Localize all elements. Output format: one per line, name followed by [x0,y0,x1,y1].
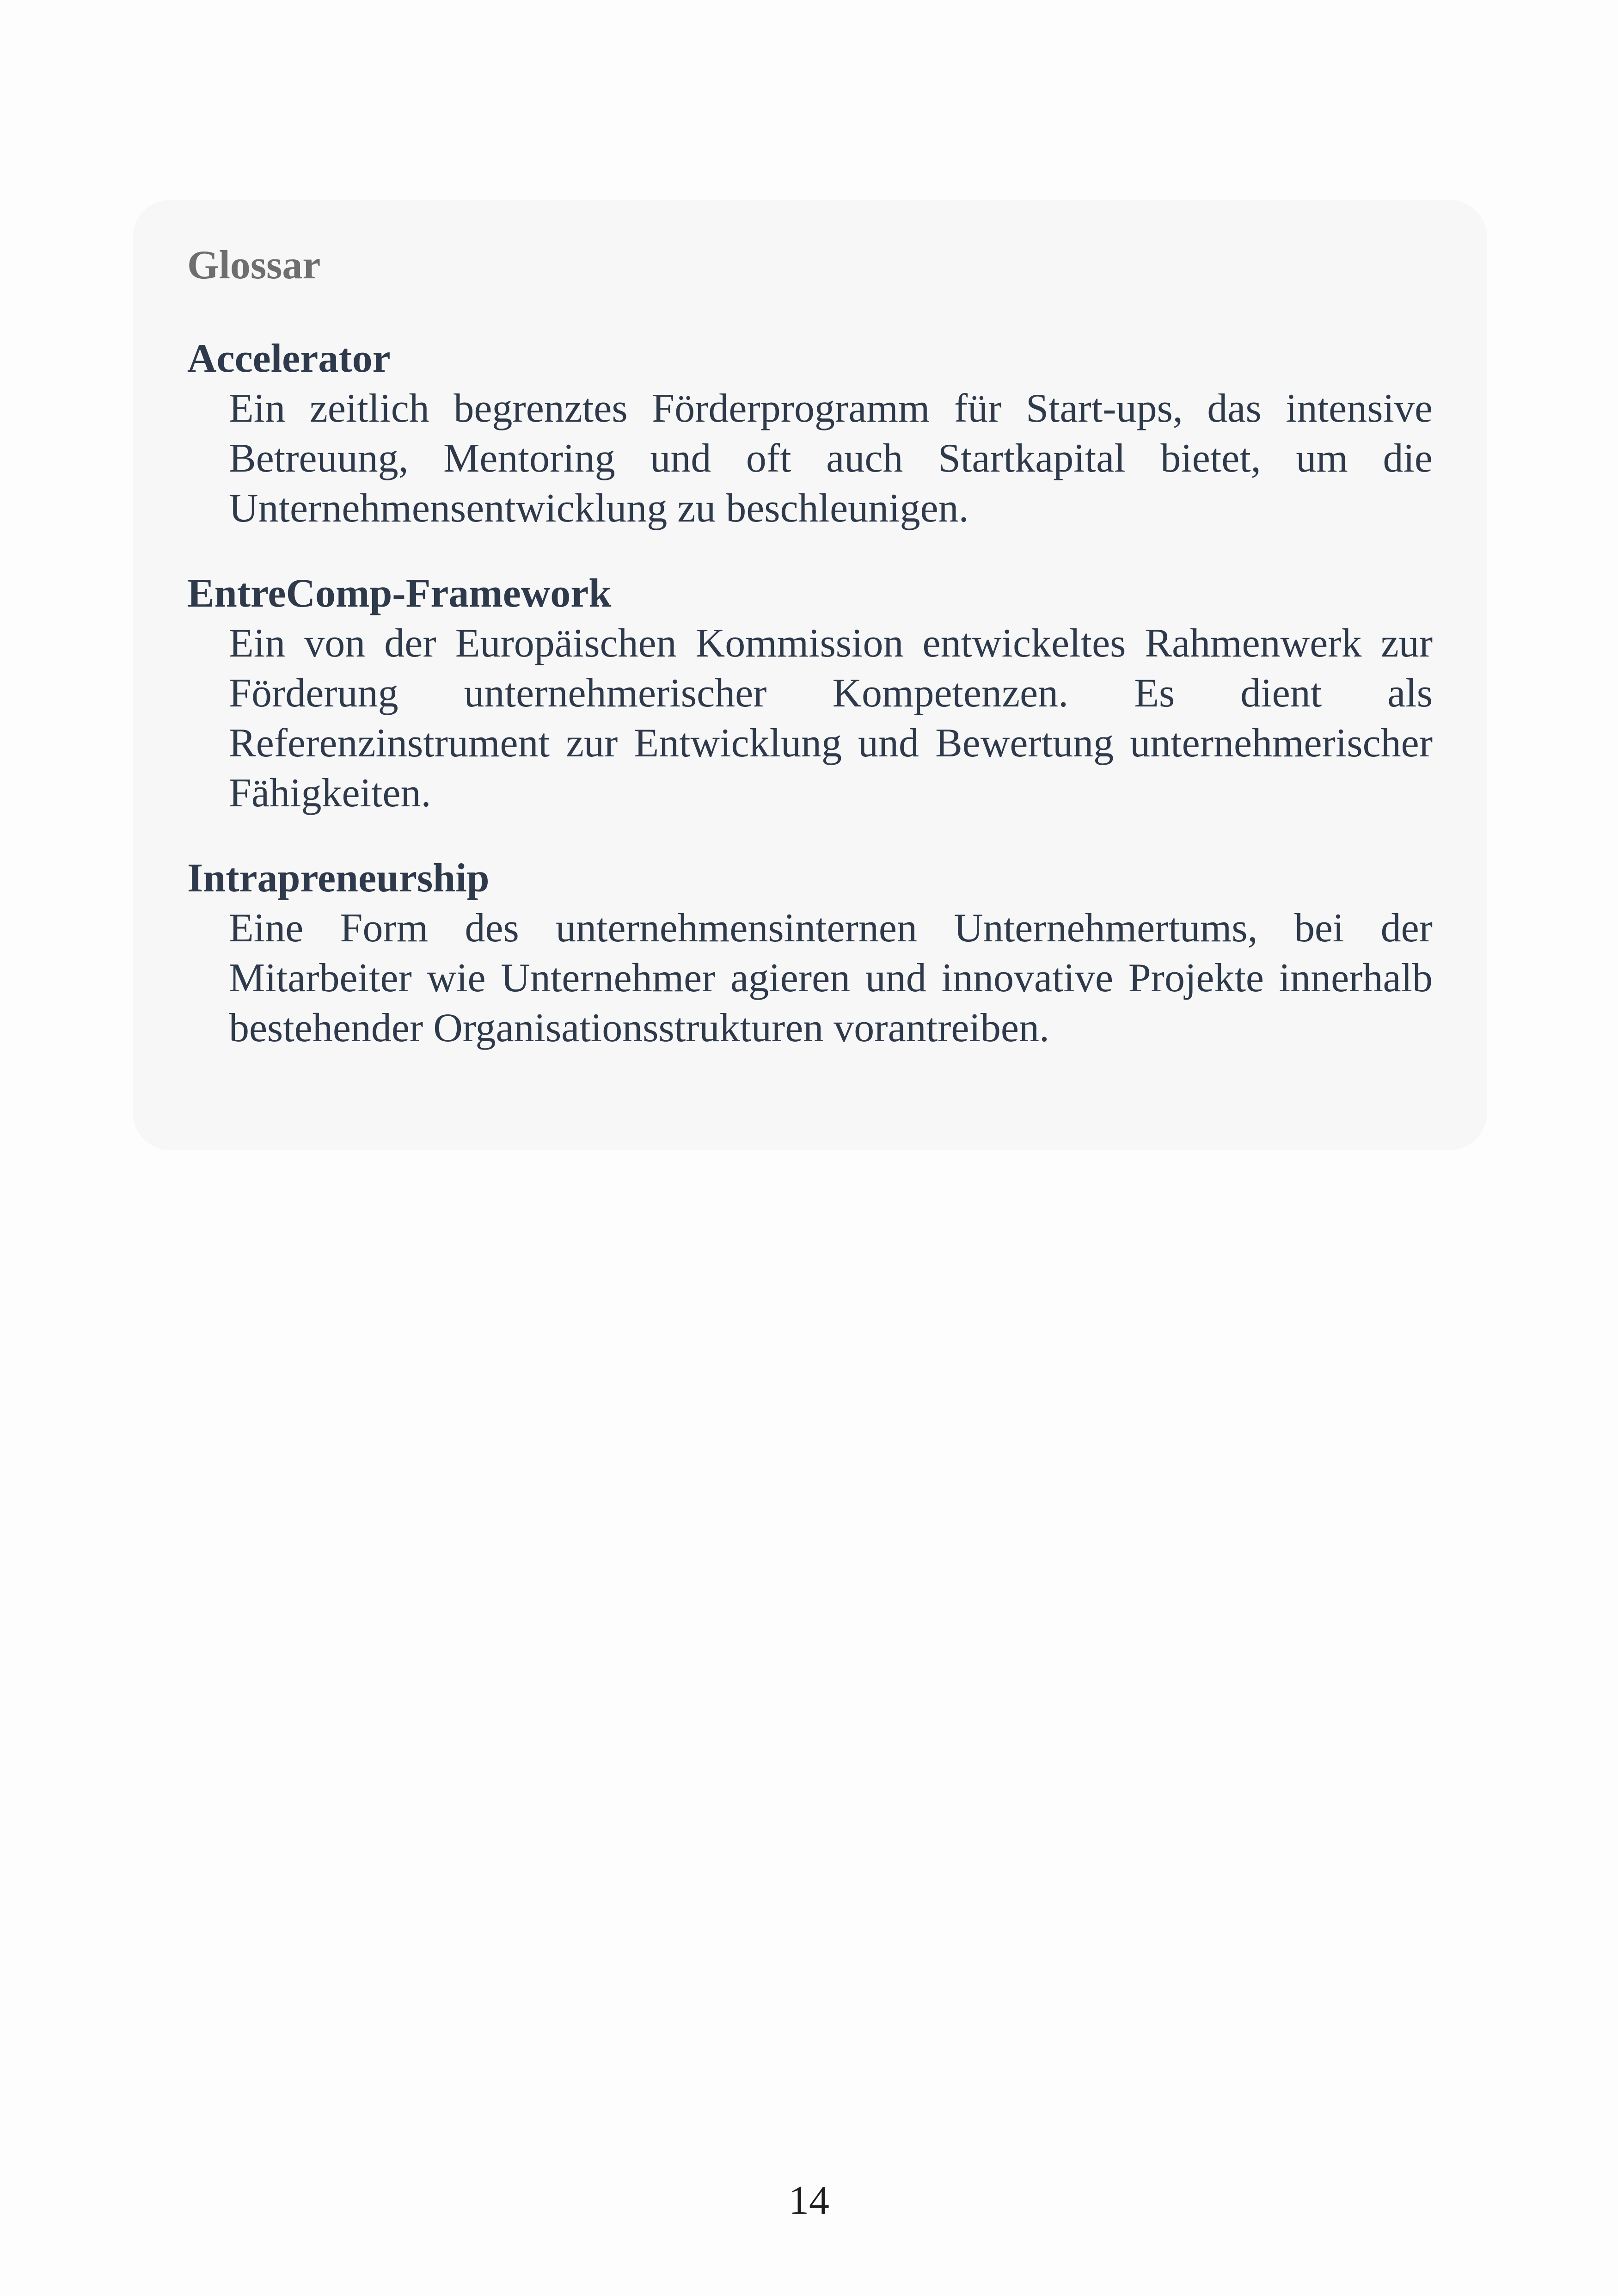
glossary-definition: Eine Form des unternehmensinternen Unternehmertums, bei der Mitarbeiter wie Unternehmer agieren und innovative Projekte innerhalb bestehender Organisationsstrukturen vorantreiben. [229,906,1433,1050]
glossary-definition: Ein zeitlich begrenztes Förderprogramm für Start-ups, das intensive Betreuung, Mentoring und oft auch Startkapital bietet, um die Unternehmensentwicklung zu beschleunigen. [229,386,1433,531]
page-number: 14 [789,2178,829,2223]
glossary-definition: Ein von der Europäischen Kommission entwickeltes Rahmenwerk zur Förderung unternehmerischer Kompetenzen. Es dient als Referenzinstrument zur Entwicklung und Bewertung unternehmerischer Fähigkeiten. [229,621,1433,816]
glossary-entry-entrecomp-framework [187,569,1433,818]
glossary-entry-intrapreneurship [187,853,1433,1053]
glossary-entry-accelerator [187,334,1433,534]
glossary-term: Intrapreneurship [187,856,490,901]
glossary-box [133,200,1487,1150]
glossary-term: EntreComp-Framework [187,571,612,616]
glossary-term: Accelerator [187,336,391,381]
glossary-title: Glossar [187,243,321,288]
